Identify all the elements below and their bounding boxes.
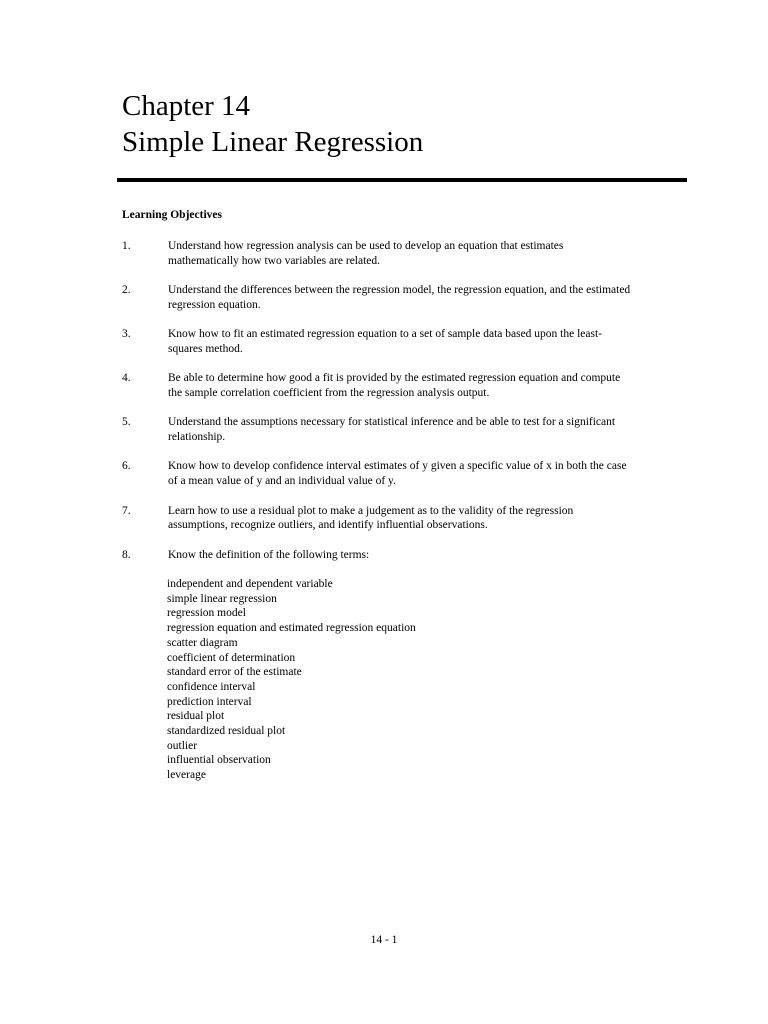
page-number: 14 - 1 (370, 934, 398, 946)
objective-text: Know how to fit an estimated regression equation to a set of sample data based upon the least- squares method. (168, 328, 603, 355)
terms-list (167, 577, 416, 783)
term-item: residual plot (167, 710, 225, 723)
objective-text: Know how to develop confidence interval estimates of y given a specific value of x in both the case of a mean value of y and an individual value of y. (168, 460, 627, 488)
term-item: scatter diagram (167, 636, 238, 649)
objective-text: Understand the differences between the regression model, the regression equation, and the estimated regression equation. (168, 284, 631, 311)
objective-number: 6. (122, 460, 131, 473)
objective-number: 4. (122, 372, 131, 385)
learning-objectives-heading: Learning Objectives (122, 209, 222, 221)
term-item: prediction interval (167, 695, 252, 708)
term-item: regression model (167, 607, 246, 620)
objective-item (122, 327, 682, 356)
learning-objectives-list (122, 239, 682, 577)
objective-text: Learn how to use a residual plot to make a judgement as to the validity of the regression assumptions, recognize outliers, and identify influential observations. (168, 504, 574, 532)
objective-number: 3. (122, 328, 131, 341)
objective-text: Know the definition of the following terms: (168, 548, 370, 561)
objective-item (122, 239, 682, 268)
term-item: regression equation and estimated regression equation (167, 622, 416, 635)
objective-number: 2. (122, 284, 131, 297)
objective-item (122, 283, 682, 312)
term-item: confidence interval (167, 680, 256, 693)
term-item: coefficient of determination (167, 651, 296, 664)
term-item: leverage (167, 769, 206, 782)
objective-text: Understand the assumptions necessary for statistical inference and be able to test for a significant relationship. (168, 416, 616, 444)
term-item: standard error of the estimate (167, 666, 302, 679)
objective-text: Be able to determine how good a fit is provided by the estimated regression equation and compute the sample correlation coefficient from the regression analysis output. (168, 372, 621, 399)
objective-item (122, 371, 682, 400)
term-item: independent and dependent variable (167, 578, 333, 590)
objective-number: 5. (122, 416, 131, 429)
objective-number: 8. (122, 548, 131, 561)
objective-item (122, 504, 682, 533)
term-item: outlier (167, 739, 198, 752)
term-item: standardized residual plot (167, 725, 286, 738)
chapter-name: Simple Linear Regression (122, 126, 424, 158)
term-item: influential observation (167, 754, 271, 767)
objective-text: Understand how regression analysis can be used to develop an equation that estimates mathematically how two variables are related. (168, 240, 564, 267)
term-item: simple linear regression (167, 592, 277, 605)
objective-item (122, 459, 682, 488)
objective-number: 1. (122, 240, 131, 252)
title-divider (117, 178, 687, 182)
objective-item (122, 548, 682, 563)
chapter-title (122, 88, 423, 160)
objective-item (122, 415, 682, 444)
objective-number: 7. (122, 504, 131, 517)
chapter-number: Chapter 14 (122, 90, 251, 122)
